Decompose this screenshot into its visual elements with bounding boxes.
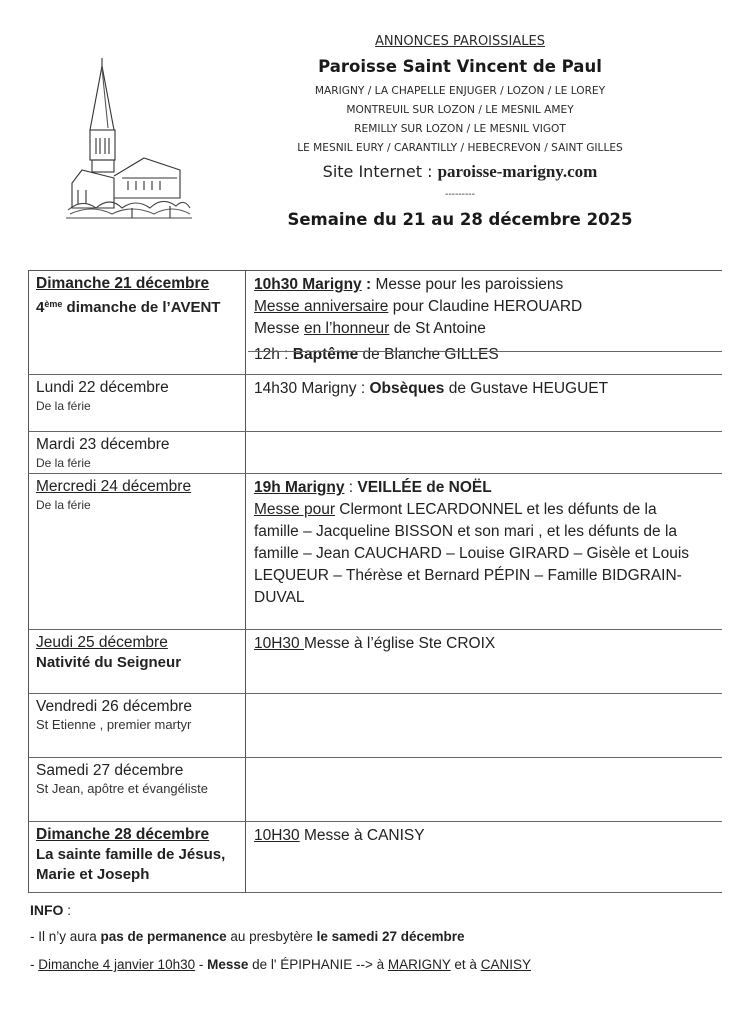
- day-cell: [28, 271, 246, 374]
- separator: ---------: [445, 189, 475, 200]
- feast-label: De la férie: [36, 498, 91, 512]
- feast-label: 4ème dimanche de l’AVENT: [36, 299, 221, 316]
- day-label: Samedi 27 décembre: [36, 762, 184, 779]
- table-row: [28, 375, 722, 432]
- events-cell: [246, 630, 722, 693]
- feast-label: St Jean, apôtre et évangéliste: [36, 781, 209, 796]
- event-line: 14h30 Marigny : Obsèques de Gustave HEUGUET: [254, 380, 609, 397]
- towns-line: LE MESNIL EURY / CARANTILLY / HEBECREVON / SAINT GILLES: [297, 142, 623, 154]
- parish-name: Paroisse Saint Vincent de Paul: [318, 57, 602, 76]
- church-drawing-icon: [62, 58, 197, 223]
- table-row: [28, 758, 722, 822]
- events-cell: [246, 694, 722, 757]
- events-cell: [246, 474, 722, 629]
- feast-label: St Etienne , premier martyr: [36, 717, 192, 732]
- info-title: INFO :: [30, 902, 71, 918]
- week-title: Semaine du 21 au 28 décembre 2025: [287, 210, 633, 229]
- day-cell: [28, 822, 246, 892]
- table-row: [28, 474, 722, 630]
- table-row: [28, 630, 722, 694]
- schedule-table: [28, 270, 722, 893]
- event-line: Messe anniversaire pour Claudine HEROUARD: [254, 298, 583, 315]
- day-label: Jeudi 25 décembre: [36, 634, 168, 651]
- website-link[interactable]: paroisse-marigny.com: [437, 162, 598, 181]
- towns-line: MONTREUIL SUR LOZON / LE MESNIL AMEY: [346, 104, 574, 116]
- website-label: Site Internet :: [322, 162, 438, 181]
- events-cell: [246, 758, 722, 821]
- feast-label: La sainte famille de Jésus,: [36, 846, 226, 863]
- event-line: Messe en l’honneur de St Antoine: [254, 320, 486, 337]
- day-cell: [28, 630, 246, 693]
- events-cell: [246, 375, 722, 431]
- event-line: 10h30 Marigny : Messe pour les paroissiens: [254, 276, 564, 293]
- towns-line: MARIGNY / LA CHAPELLE ENJUGER / LOZON / LE LOREY: [314, 85, 606, 97]
- table-row: [28, 694, 722, 758]
- website-line: [260, 162, 660, 182]
- day-cell: [28, 474, 246, 629]
- day-label: Dimanche 21 décembre: [36, 275, 210, 292]
- events-cell: [246, 822, 722, 892]
- day-label: Mardi 23 décembre: [36, 436, 170, 453]
- feast-label: Nativité du Seigneur: [36, 654, 182, 671]
- towns-line: REMILLY SUR LOZON / LE MESNIL VIGOT: [354, 123, 566, 135]
- day-cell: [28, 375, 246, 431]
- row-divider: [248, 351, 722, 352]
- day-label: Mercredi 24 décembre: [36, 478, 192, 495]
- day-cell: [28, 758, 246, 821]
- day-cell: [28, 432, 246, 473]
- feast-label: De la férie: [36, 456, 91, 470]
- feast-label: De la férie: [36, 399, 91, 413]
- parish-towns: [260, 82, 660, 158]
- document-kicker: ANNONCES PAROISSIALES: [375, 34, 545, 49]
- event-line: 10H30 Messe à CANISY: [254, 827, 425, 844]
- event-line: Messe pour Clermont LECARDONNEL et les défunts de la famille – Jacqueline BISSON et son mari , et les défunts de la famille – Jean CAUCHARD – Louise GIRARD – Gisèle et Louis LEQUEUR – Thérèse et Bernard PÉPIN – Famille BIDGRAIN-DUVAL: [254, 501, 690, 606]
- day-label: Lundi 22 décembre: [36, 379, 169, 396]
- info-line: - Il n’y aura pas de permanence au presbytère le samedi 27 décembre: [30, 929, 465, 944]
- event-line: 10H30 Messe à l’église Ste CROIX: [254, 635, 496, 652]
- day-label: Dimanche 28 décembre: [36, 826, 210, 843]
- day-label: Vendredi 26 décembre: [36, 698, 192, 715]
- table-row: [28, 432, 722, 474]
- table-row: [28, 271, 722, 375]
- events-cell: [246, 271, 722, 374]
- events-cell: [246, 432, 722, 473]
- event-line: 12h : Baptême de Blanche GILLES: [254, 346, 499, 363]
- event-line: 19h Marigny : VEILLÉE de NOËL: [254, 479, 492, 496]
- table-row: [28, 822, 722, 893]
- info-section: [30, 902, 710, 974]
- feast-label: Marie et Joseph: [36, 866, 150, 883]
- info-line: - Dimanche 4 janvier 10h30 - Messe de l' ÉPIPHANIE --> à MARIGNY et à CANISY: [30, 957, 531, 972]
- day-cell: [28, 694, 246, 757]
